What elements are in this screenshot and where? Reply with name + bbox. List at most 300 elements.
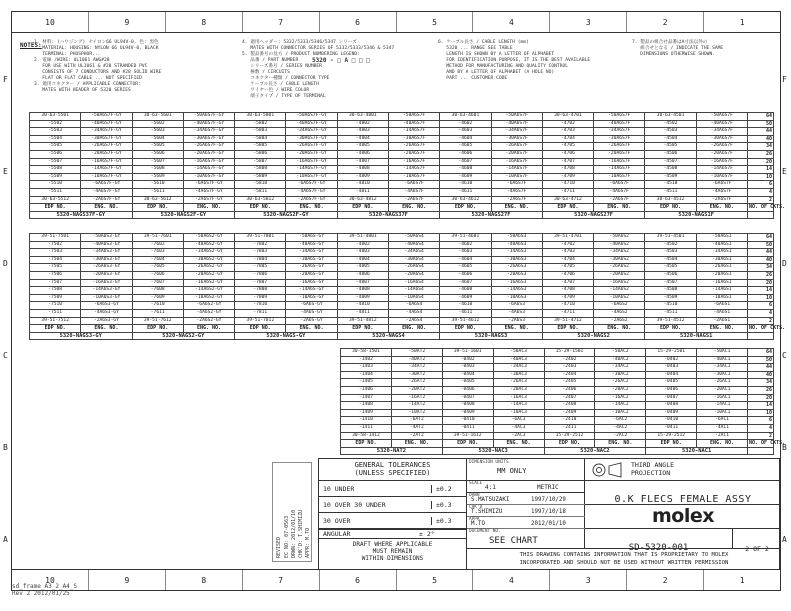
table-cell: -10A6S7F <box>696 173 747 181</box>
table-cell: -4A6S3 <box>491 309 542 317</box>
table-cell: -10A6S-GY <box>286 294 337 302</box>
table-cell: 30-63-4601 <box>440 113 491 121</box>
table-cell: 39-51-4512 <box>645 317 696 325</box>
table-cell: -26A6S7F-GY <box>81 143 132 151</box>
tolerance-range: 10 OVER 30 UNDER <box>323 501 386 509</box>
units-value: MM ONLY <box>497 467 527 475</box>
table-cell: -16A6S3 <box>491 279 542 287</box>
zone-number: 2 <box>627 570 704 590</box>
table-cell: -2A6S3 <box>491 317 542 325</box>
table-cell: -20A6S2 <box>594 271 645 279</box>
projection-box <box>585 459 781 481</box>
table-cell: -6AC2 <box>595 417 646 425</box>
table-cell: -5511 <box>30 188 81 196</box>
table-row <box>30 264 774 272</box>
part-series-label: 5320-NAC1 <box>646 447 748 455</box>
table-cell: -4AC2 <box>595 424 646 432</box>
units-label: DIMENSION UNITS <box>469 460 509 465</box>
metric-label: METRIC <box>537 484 559 491</box>
table-cell: -5502 <box>30 120 81 128</box>
table-cell: -1405 <box>341 379 392 387</box>
table-cell: -4711 <box>542 309 593 317</box>
table-cell: -7806 <box>235 271 286 279</box>
table-cell: -4810 <box>337 181 388 189</box>
notes-column-1: 1. 材料: (ハウジング) ナイロン66 UL94V-0, 色: 黒色 MATERIAL: HOUSING: NYLON 66 UL94V-0, BLACK TERMINAL: PHOSPHOR... 2. 電線 /WIRE: UL1061 AWG#28 FOR USE WITH UL1061 & #28 STRANDED PVC CONSISTS OF 7 CONDUCTORS AND #28 SOLID WIRE FLAT OR FLAT CABLE ... NOT SPECIFIED 3. 適用コネクター / APPLICABLE CONNECTOR: MATES WITH HEADER OF 5320 SERIES <box>34 40 162 93</box>
column-header: NO. OF CKTS. <box>749 440 786 447</box>
zone-number: 5 <box>397 570 474 590</box>
zone-number: 5 <box>397 12 474 32</box>
table-cell: -26AC1 <box>697 379 748 387</box>
table-cell: -0404 <box>442 371 493 379</box>
table-cell: -14A6S7F <box>491 166 542 174</box>
table-cell: -40A6S7F <box>491 120 542 128</box>
table-cell: -10A6S3-GY <box>81 294 132 302</box>
table-cell: -4504 <box>645 256 696 264</box>
table-cell: -14A6S1 <box>696 287 747 295</box>
zone-number: 3 <box>550 570 627 590</box>
zone-number: 7 <box>243 570 320 590</box>
signature-date: 1997/10/29 <box>531 497 566 503</box>
column-header: EDP NO. <box>30 204 81 212</box>
table-cell: -4805 <box>337 143 388 151</box>
signature-rows <box>467 493 585 529</box>
frame-footer <box>12 583 77 597</box>
column-header: EDP NO. <box>132 204 183 212</box>
table-cell: -20A6S2-GY <box>183 271 234 279</box>
table-cell: -2AT2 <box>391 432 442 440</box>
column-header: ENG. NO. <box>391 440 442 448</box>
table-cell: 30-63-5601 <box>132 113 183 121</box>
table-cell: -26A6S7F <box>491 143 542 151</box>
table-cell: -34AT2 <box>391 364 442 372</box>
table-cell: -5503 <box>30 128 81 136</box>
table-cell: -20A6S7F-GY <box>81 150 132 158</box>
revision-line: APPR: M.TO <box>305 527 311 558</box>
table-cell: -2408 <box>544 402 595 410</box>
table-cell: 44 <box>748 128 774 136</box>
table-cell: -5611 <box>132 188 183 196</box>
table-cell: 30-63-5812 <box>235 196 286 204</box>
table-cell: -50A6S4 <box>388 234 439 242</box>
table-row <box>30 249 774 257</box>
table-cell: -26A6S7F <box>594 143 645 151</box>
table-cell: -4A6S-GY <box>286 309 337 317</box>
table-cell: 50 <box>748 120 774 128</box>
table-cell: -16A6S7F-GY <box>286 158 337 166</box>
table-cell: -7803 <box>235 249 286 257</box>
signature-date: 1997/10/18 <box>531 509 566 515</box>
table-cell: -4807 <box>337 158 388 166</box>
table-cell: -6A6S2 <box>594 302 645 310</box>
table-cell: -7610 <box>132 302 183 310</box>
table-cell <box>748 211 774 219</box>
part-table-middle <box>29 233 786 340</box>
table-cell: -2407 <box>544 394 595 402</box>
part-series-label: 5320-NAC3 <box>442 447 544 455</box>
row-marker: B <box>782 443 787 452</box>
table-cell: 2 <box>748 196 774 204</box>
table-cell: 26 <box>748 386 774 394</box>
column-header: EDP NO. <box>542 325 593 333</box>
column-header: ENG. NO. <box>183 204 234 212</box>
table-cell: -16AT2 <box>391 394 442 402</box>
table-cell: -26A6S7F-GY <box>286 143 337 151</box>
table-cell: -4603 <box>440 128 491 136</box>
table-cell: -4803 <box>337 128 388 136</box>
table-cell: -26A6S1 <box>696 264 747 272</box>
logo-box <box>585 505 781 529</box>
column-header: EDP NO. <box>337 325 388 333</box>
table-cell: -4509 <box>645 173 696 181</box>
table-cell: -20A6S3-GY <box>81 271 132 279</box>
column-header: NO. OF CKTS. <box>749 325 786 332</box>
table-cell: -0407 <box>442 394 493 402</box>
table-cell: 39-51-4612 <box>440 317 491 325</box>
table-cell: -7508 <box>30 287 81 295</box>
column-header: EDP NO. <box>645 204 696 212</box>
table-cell: -4609 <box>440 294 491 302</box>
table-cell: 20 <box>748 158 774 166</box>
table-cell: 40 <box>748 135 774 143</box>
column-header: ENG. NO. <box>697 440 748 448</box>
table-cell: -1409 <box>341 409 392 417</box>
table-cell: -16A6S7F <box>388 158 439 166</box>
notes-block <box>20 40 785 110</box>
table-header-row <box>30 325 774 333</box>
table-cell: -4509 <box>645 294 696 302</box>
table-cell: -5609 <box>132 173 183 181</box>
table-cell: -1402 <box>341 356 392 364</box>
table-cell: -4707 <box>542 158 593 166</box>
part-table-bottom <box>340 348 786 455</box>
table-cell: -5607 <box>132 158 183 166</box>
table-cell: -4703 <box>542 128 593 136</box>
table-cell: -30A6S7F <box>696 135 747 143</box>
table-cell: -4507 <box>645 158 696 166</box>
column-header: ENG. NO. <box>286 325 337 333</box>
table-cell: -5805 <box>235 143 286 151</box>
table-cell: -20A6S7F <box>491 150 542 158</box>
table-cell: -4810 <box>337 302 388 310</box>
table-cell: -50A6S7F-GY <box>183 113 234 121</box>
column-header: EDP NO. <box>235 204 286 212</box>
table-cell: -5808 <box>235 166 286 174</box>
tolerance-rows <box>319 481 467 529</box>
molex-logo: molex <box>651 505 714 527</box>
table-cell: 20 <box>748 279 774 287</box>
table-cell: -7505 <box>30 264 81 272</box>
table-cell: -5604 <box>132 135 183 143</box>
table-cell: -26A6S3 <box>491 264 542 272</box>
table-header-row <box>30 204 774 212</box>
tolerance-range: 30 OVER <box>323 517 351 525</box>
part-series-label: 5320-NAGS1F <box>645 211 748 219</box>
table-cell: -2A6S3-GY <box>81 317 132 325</box>
table-cell: -4804 <box>337 256 388 264</box>
general-tolerances-title: GENERAL TOLERANCES <box>354 461 431 469</box>
table-cell: -7807 <box>235 279 286 287</box>
table-cell: -4806 <box>337 150 388 158</box>
part-series-label: 5320-NAGS3 <box>440 332 543 340</box>
table-cell: -4702 <box>542 241 593 249</box>
scale-label: SCALE <box>469 481 483 486</box>
table-cell: -5602 <box>132 120 183 128</box>
table-cell: 39-51-4601 <box>440 234 491 242</box>
column-header: ENG. NO. <box>491 325 542 333</box>
table-cell: -26A6S-GY <box>286 264 337 272</box>
table-cell: 30-58-1501 <box>341 349 392 357</box>
zone-number: 1 <box>739 576 745 585</box>
see-chart-text: SEE CHART <box>489 536 538 546</box>
column-header: ENG. NO. <box>183 325 234 333</box>
row-marker: F <box>3 75 8 84</box>
table-cell: -6A6S4 <box>388 302 439 310</box>
table-cell: -26AC2 <box>595 379 646 387</box>
table-cell: -4A6S7F <box>594 188 645 196</box>
revision-strip <box>272 462 312 562</box>
table-cell: -4A6S7F-GY <box>183 188 234 196</box>
table-cell: -50A6S7F <box>491 113 542 121</box>
table-cell: 39-51-4712 <box>542 317 593 325</box>
table-cell: -7504 <box>30 256 81 264</box>
row-marker: D <box>782 259 787 268</box>
column-header: EDP NO. <box>440 204 491 212</box>
table-cell: -4510 <box>645 302 696 310</box>
table-row <box>30 135 774 143</box>
table-cell: -40A6S7F-GY <box>183 120 234 128</box>
table-row <box>341 424 774 432</box>
table-cell: 39-51-7501 <box>30 234 81 242</box>
table-row <box>30 143 774 151</box>
table-row <box>341 379 774 387</box>
revision-strip-svg <box>272 462 312 562</box>
table-cell: -30A6S7F <box>388 135 439 143</box>
table-row <box>30 128 774 136</box>
table-cell: 39-51-4812 <box>337 317 388 325</box>
table-cell: -4705 <box>542 143 593 151</box>
part-table-top <box>29 112 786 219</box>
table-cell: -4602 <box>440 120 491 128</box>
table-cell: -6A6S7F-GY <box>183 181 234 189</box>
table-cell: -4511 <box>645 188 696 196</box>
table-cell: -7810 <box>235 302 286 310</box>
table-cell: -4A6S7F <box>696 188 747 196</box>
table-cell: 44 <box>748 249 774 257</box>
table-cell: 39-51-7601 <box>132 234 183 242</box>
table-cell: -2405 <box>544 379 595 387</box>
part-series-label: 5320-NAGS2F-GY <box>235 211 338 219</box>
table-cell: -40AC2 <box>595 356 646 364</box>
table-cell: 40 <box>748 371 774 379</box>
table-cell: -4505 <box>645 264 696 272</box>
row-marker: E <box>782 167 787 176</box>
table-cell: -7607 <box>132 279 183 287</box>
table-cell: -4706 <box>542 271 593 279</box>
table-cell: -4608 <box>440 287 491 295</box>
table-row <box>30 166 774 174</box>
table-cell: -16A6S7F <box>594 158 645 166</box>
proprietary-notice <box>467 549 781 569</box>
table-cell: -4A6S4 <box>388 309 439 317</box>
table-cell: -1407 <box>341 394 392 402</box>
table-cell: -10A6S4 <box>388 294 439 302</box>
table-cell: -6A6S7F <box>594 181 645 189</box>
table-cell: -30AC2 <box>595 371 646 379</box>
table-cell: -50A6S7F <box>594 113 645 121</box>
table-cell: -40AC1 <box>697 356 748 364</box>
table-cell: -40AC3 <box>493 356 544 364</box>
table-cell: -14A6S4 <box>388 287 439 295</box>
table-cell: -6A6S7F <box>491 181 542 189</box>
table-cell: -7809 <box>235 294 286 302</box>
table-cell: -40A6S3 <box>491 241 542 249</box>
table-cell: -4704 <box>542 256 593 264</box>
table-cell: -4503 <box>645 249 696 257</box>
table-cell: -5803 <box>235 128 286 136</box>
table-cell: -4AC3 <box>493 424 544 432</box>
table-cell: 6 <box>748 302 774 310</box>
tolerance-range: 10 UNDER <box>323 485 355 493</box>
table-cell: -4506 <box>645 150 696 158</box>
table-cell: -26A6S2 <box>594 264 645 272</box>
column-header: ENG. NO. <box>493 440 544 448</box>
table-cell: -40A6S1 <box>696 241 747 249</box>
product-name: 0.K FLECS FEMALE ASSY <box>614 494 752 505</box>
table-row <box>30 196 774 204</box>
signature-row <box>467 505 585 517</box>
table-cell: -20A6S7F <box>594 150 645 158</box>
table-cell: -0403 <box>646 364 697 372</box>
table-cell: 30-63-5612 <box>132 196 183 204</box>
table-cell: -7602 <box>132 241 183 249</box>
part-series-label: 5320-NAC2 <box>544 447 646 455</box>
table-cell: -50A6S7F-GY <box>81 113 132 121</box>
table-cell: -34A6S3 <box>491 249 542 257</box>
table-cell: -5810 <box>235 181 286 189</box>
table-row <box>30 173 774 181</box>
revision-line: CHK'D: T.SHIMIZU <box>298 509 304 558</box>
table-cell: -1411 <box>341 424 392 432</box>
table-cell: -50AC3 <box>493 349 544 357</box>
table-cell: -4510 <box>645 181 696 189</box>
table-cell: -0408 <box>646 402 697 410</box>
part-label-row <box>30 332 774 340</box>
units-box <box>467 459 585 481</box>
zone-ruler-bottom <box>11 570 781 591</box>
table-cell: -4706 <box>542 150 593 158</box>
signature-row <box>467 493 585 505</box>
part-series-label: 5320-NAGS2-GY <box>132 332 235 340</box>
table-cell: -4610 <box>440 181 491 189</box>
table-cell: 39-51-7612 <box>132 317 183 325</box>
revision-line: EC NO: 07-0563 <box>284 515 290 558</box>
table-cell: -7606 <box>132 271 183 279</box>
table-cell: -4A6S7F <box>388 188 439 196</box>
table-cell: -7802 <box>235 241 286 249</box>
table-cell: -5804 <box>235 135 286 143</box>
table-cell: -4A6S2-GY <box>183 309 234 317</box>
table-cell: 10 <box>748 294 774 302</box>
table-cell: 30-63-4501 <box>645 113 696 121</box>
part-label-row <box>341 447 774 455</box>
table-cell: -10A6S7F <box>388 173 439 181</box>
table-cell: -26A6S7F <box>696 143 747 151</box>
table-cell: 4 <box>748 424 774 432</box>
table-cell: -4604 <box>440 135 491 143</box>
table-cell: -30A6S-GY <box>286 256 337 264</box>
table-cell: -4502 <box>645 241 696 249</box>
part-number-code: 5320 - □ A □ □ □ <box>312 57 370 64</box>
table-cell: 50 <box>748 356 774 364</box>
table-cell: -40A6S-GY <box>286 241 337 249</box>
signature-row <box>467 517 585 529</box>
table-cell: -6A6S-GY <box>286 302 337 310</box>
part-series-label: 5320-NAT2 <box>341 447 443 455</box>
table-cell: -34A6S4 <box>388 249 439 257</box>
revision-line: DRWN: 2012/01/10 <box>291 509 297 558</box>
table-cell: -0410 <box>646 417 697 425</box>
table-cell: -50A6S-GY <box>286 234 337 242</box>
table-cell: -2404 <box>544 371 595 379</box>
table-cell: 14 <box>748 402 774 410</box>
table-cell: -7510 <box>30 302 81 310</box>
table-cell: -30A6S7F <box>594 135 645 143</box>
tolerance-row <box>319 481 467 497</box>
table-cell: -34A6S7F <box>388 128 439 136</box>
table-cell <box>748 447 774 455</box>
revision-label: REVISED <box>276 536 282 558</box>
table-cell: -16A6S7F-GY <box>81 158 132 166</box>
table-cell: -7502 <box>30 241 81 249</box>
table-cell: -16A6S7F <box>696 158 747 166</box>
table-cell: 39-51-4701 <box>542 234 593 242</box>
part-series-label: 5320-NAGS2 <box>542 332 645 340</box>
table-cell: -5606 <box>132 150 183 158</box>
table-cell: -34A6S7F-GY <box>286 128 337 136</box>
table-cell: -4506 <box>645 271 696 279</box>
signature-role: APPR <box>469 517 480 522</box>
table-cell: -14A6S7F-GY <box>286 166 337 174</box>
table-cell: -4610 <box>440 302 491 310</box>
table-cell: 30-63-4701 <box>542 113 593 121</box>
table-cell: -16A6S1 <box>696 279 747 287</box>
table-cell: -34A6S3-GY <box>81 249 132 257</box>
zone-number: 4 <box>473 12 550 32</box>
table-cell: -0409 <box>442 409 493 417</box>
table-cell: -2A6S7F <box>491 196 542 204</box>
part-series-label: 5320-NAGS27F <box>542 211 645 219</box>
table-cell: -14AT2 <box>391 402 442 410</box>
table-cell: -4803 <box>337 249 388 257</box>
table-cell: 26 <box>748 271 774 279</box>
table-cell: -4710 <box>542 181 593 189</box>
table-row <box>30 271 774 279</box>
row-marker: B <box>3 443 8 452</box>
tolerance-value: ±0.2 <box>431 485 452 493</box>
table-cell: -4611 <box>440 309 491 317</box>
table-cell: -0405 <box>646 379 697 387</box>
table-cell: 44 <box>748 364 774 372</box>
table-cell: -40A6S2-GY <box>183 241 234 249</box>
third-angle-label: THIRD ANGLE PROJECTION <box>631 461 675 477</box>
table-cell: -40A6S2 <box>594 241 645 249</box>
draft-note: DRAFT WHERE APPLICABLE MUST REMAIN WITHIN DIMENSIONS <box>319 539 467 569</box>
table-cell: -34A6S2-GY <box>183 249 234 257</box>
table-cell: -14A6S2 <box>594 287 645 295</box>
table-cell: 30-63-5512 <box>30 196 81 204</box>
drawing-number-box <box>585 529 733 553</box>
column-header: ENG. NO. <box>696 325 747 333</box>
